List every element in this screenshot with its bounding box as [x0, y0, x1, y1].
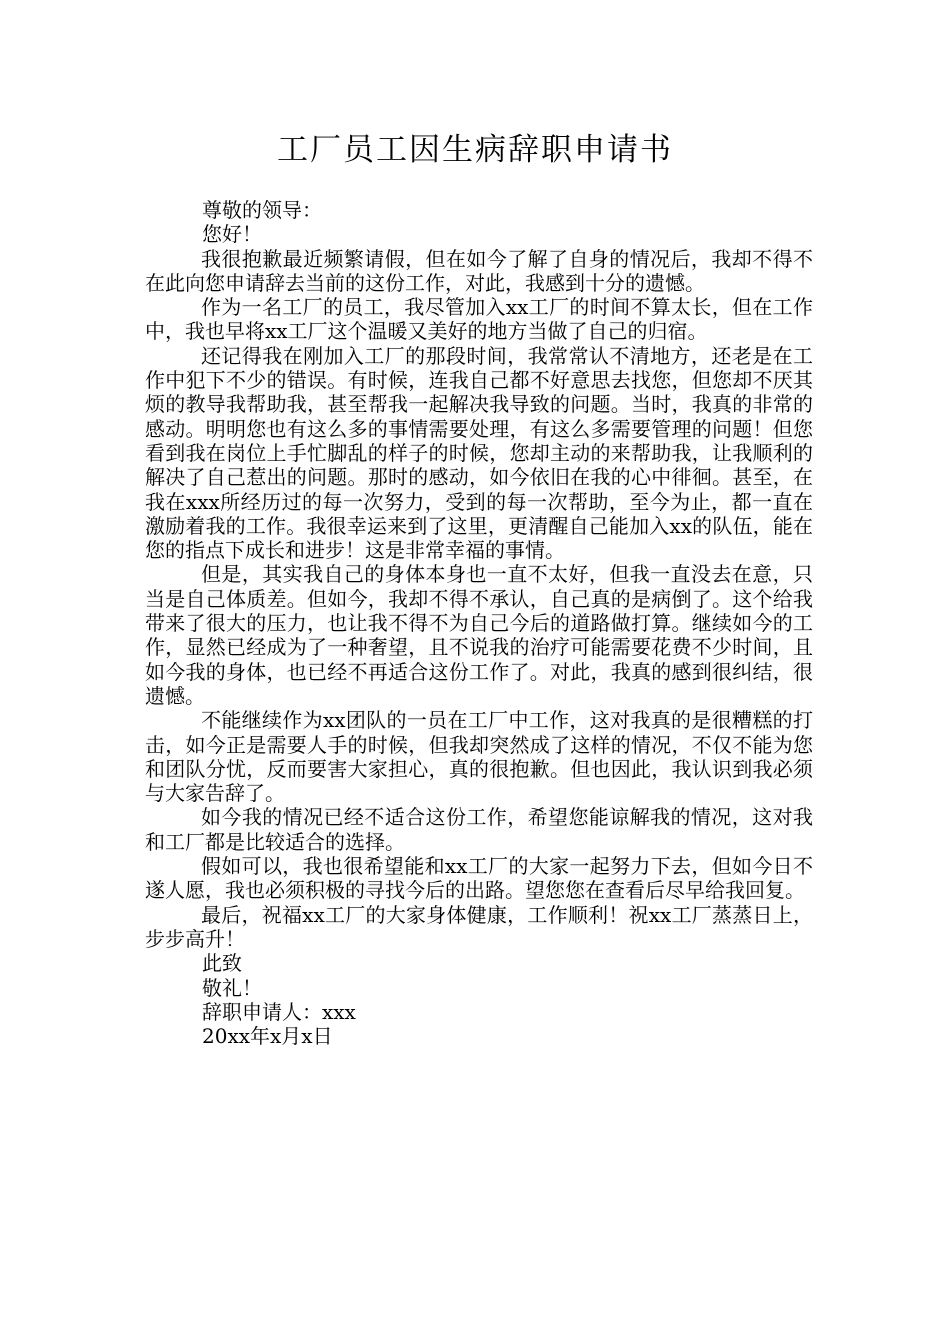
paragraph: 最后，祝福xx工厂的大家身体健康，工作顺利！祝xx工厂蒸蒸日上，步步高升！ — [145, 902, 813, 951]
paragraph: 作为一名工厂的员工，我尽管加入xx工厂的时间不算太长，但在工作中，我也早将xx工厂这个温暖又美好的地方当做了自己的归宿。 — [145, 295, 813, 344]
greeting: 您好！ — [202, 222, 262, 247]
salutation: 尊敬的领导： — [202, 198, 322, 222]
date: 20xx年x月x日 — [202, 1024, 333, 1049]
paragraph: 假如可以，我也很希望能和xx工厂的大家一起努力下去，但如今日不遂人愿，我也必须积极的寻找今后的出路。望您您在查看后尽早给我回复。 — [145, 854, 813, 903]
signature: 辞职申请人：xxx — [202, 999, 356, 1024]
paragraph: 不能继续作为xx团队的一员在工厂中工作，这对我真的是很糟糕的打击，如今正是需要人手的时候，但我却突然成了这样的情况，不仅不能为您和团队分忧，反而要害大家担心，真的很抱歉。但也因此，我认识到我必须与大家告辞了。 — [145, 708, 813, 806]
paragraph: 但是，其实我自己的身体本身也一直不太好，但我一直没去在意，只当是自己体质差。但如今，我却不得不承认，自己真的是病倒了。这个给我带来了很大的压力，也让我不得不为自己今后的道路做打算。继续如今的工作，显然已经成为了一种奢望，且不说我的治疗可能需要花费不少时间，且如今我的身体，也已经不再适合这份工作了。对此，我真的感到很纠结，很遗憾。 — [145, 562, 813, 708]
paragraph: 还记得我在刚加入工厂的那段时间，我常常认不清地方，还老是在工作中犯下不少的错误。有时候，连我自己都不好意思去找您，但您却不厌其烦的教导我帮助我，甚至帮我一起解决我导致的问题。当时，我真的非常的感动。明明您也有这么多的事情需要处理，有这么多需要管理的问题！但您看到我在岗位上手忙脚乱的样子的时候，您却主动的来帮助我，让我顺利的解决了自己惹出的问题。那时的感动，如今依旧在我的心中徘徊。甚至，在我在xxx所经历过的每一次努力，受到的每一次帮助，至今为止，都一直在激励着我的工作。我很幸运来到了这里，更清醒自己能加入xx的队伍，能在您的指点下成长和进步！这是非常幸福的事情。 — [145, 343, 813, 563]
closing-line: 此致 — [202, 951, 242, 976]
letter-body — [145, 198, 813, 1048]
closing-salute: 敬礼！ — [202, 975, 262, 1000]
paragraph: 我很抱歉最近频繁请假，但在如今了解了自身的情况后，我却不得不在此向您申请辞去当前的这份工作，对此，我感到十分的遗憾。 — [145, 246, 813, 295]
document-title: 工厂员工因生病辞职申请书 — [277, 132, 673, 168]
paragraph: 如今我的情况已经不适合这份工作，希望您能谅解我的情况，这对我和工厂都是比较适合的选择。 — [145, 805, 813, 854]
